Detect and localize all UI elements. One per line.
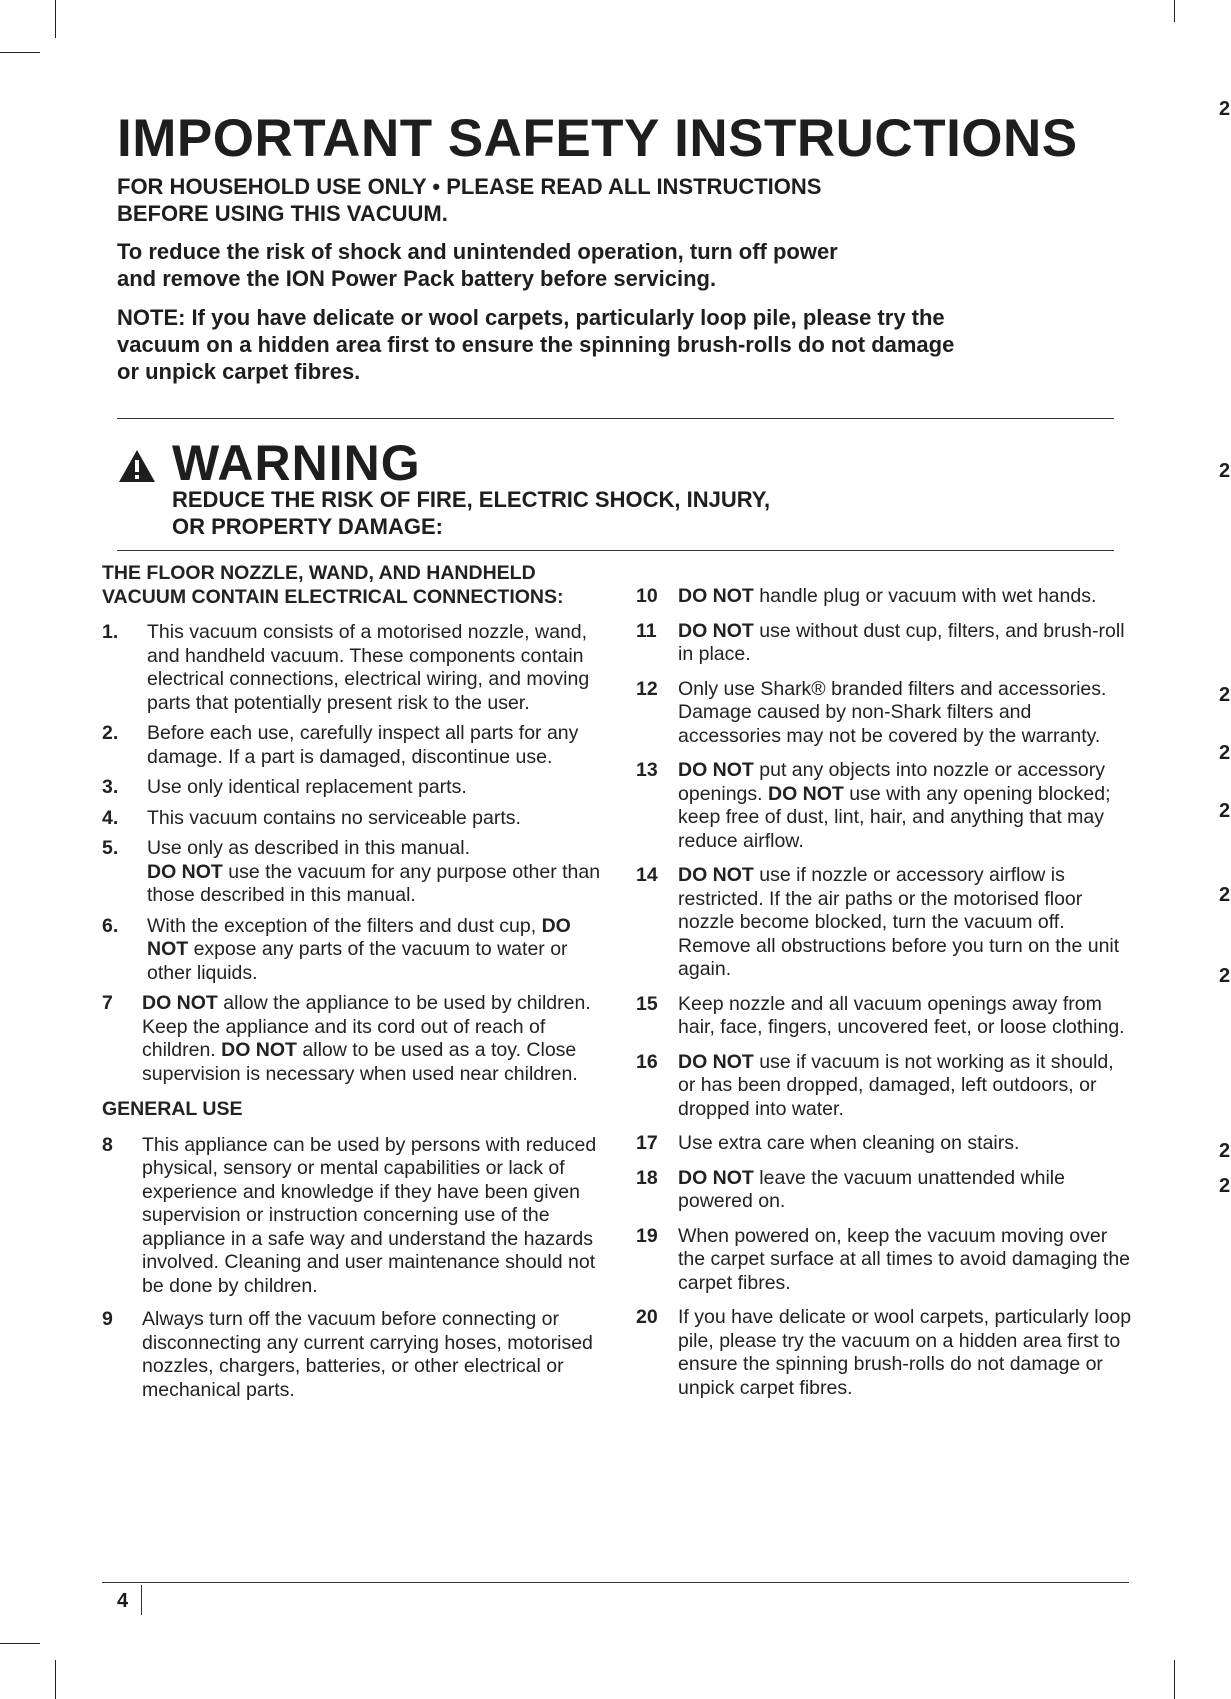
warning-subtitle (172, 486, 872, 540)
left-column (102, 562, 607, 1409)
text-run: use without dust cup, filters, and brush-roll in place. (678, 619, 1125, 665)
list-item (636, 678, 1136, 749)
list-item (636, 993, 1136, 1040)
edge-fragment: 2 (1219, 965, 1231, 987)
item-number: 13 (636, 759, 658, 781)
do-not-label: DO NOT (678, 864, 754, 886)
text-run: use if vacuum is not working as it should, or has been dropped, damaged, left outdoors, or dropped into water. (678, 1050, 1114, 1120)
item-text: When powered on, keep the vacuum moving over the carpet surface at all times to avoid damaging the carpet fibres. (678, 1224, 1131, 1294)
item-text (678, 620, 1136, 667)
general-use-heading: GENERAL USE (102, 1098, 243, 1120)
household-line-2: BEFORE USING THIS VACUUM. (117, 201, 448, 226)
list-item (102, 915, 607, 986)
item-text: Only use Shark® branded filters and accessories. Damage caused by non-Shark filters and accessories may not be covered by the warranty. (678, 677, 1107, 747)
item-number: 1. (102, 621, 119, 643)
text-run: allow to be used as a toy. Close supervision is necessary when used near children. (142, 1039, 578, 1085)
list-item (636, 759, 1136, 853)
item-number: 16 (636, 1050, 658, 1073)
text-run: allow the appliance to be used by children. Keep the appliance and its cord out of reach of children. (142, 992, 591, 1061)
text-run: use if nozzle or accessory airflow is restricted. If the air paths or the motorised floor nozzle become blocked, turn the vacuum off. Remove all obstructions before you turn on the unit again. (678, 864, 1120, 980)
item-number: 11 (636, 619, 657, 642)
text-run: put any objects into nozzle or accessory openings. (678, 759, 1106, 805)
item-number: 4. (102, 806, 119, 829)
page-number-divider (141, 1585, 142, 1615)
item-text: This vacuum consists of a motorised nozzle, wand, and handheld vacuum. These components contain electrical connections, electrical wiring, and moving parts that potentially present risk to the user. (147, 621, 590, 714)
text-run: expose any parts of the vacuum to water or other liquids. (147, 938, 568, 984)
item-number: 3. (102, 776, 119, 798)
item-number: 2. (102, 722, 119, 744)
item-text: This appliance can be used by persons with reduced physical, sensory or mental capabilities or lack of experience and knowledge if they have been given supervision or instruction concerning use of the appliance in a safe way and understand the hazards involved. Cleaning and user maintenance should not be done by children. (142, 1133, 597, 1297)
edge-fragment: 2 (1219, 742, 1231, 764)
crop-mark (55, 0, 56, 38)
shock-line-1: To reduce the risk of shock and unintended operation, turn off power (117, 239, 838, 264)
list-item (636, 1051, 1136, 1122)
shock-line-2: and remove the ION Power Pack battery before servicing. (117, 266, 717, 291)
item-text (678, 864, 1136, 982)
warning-subtitle-line-2: OR PROPERTY DAMAGE: (172, 514, 443, 539)
edge-fragment: 2 (1219, 1140, 1231, 1162)
list-item (636, 620, 1136, 667)
divider (117, 550, 1114, 551)
do-not-label: DO NOT (221, 1039, 297, 1061)
do-not-label: DO NOT (147, 914, 571, 960)
list-item (636, 1306, 1136, 1400)
crop-mark (55, 1660, 56, 1699)
text-run: use with any opening blocked; keep free of dust, lint, hair, and anything that may reduce airflow. (678, 782, 1111, 852)
item-number: 14 (636, 864, 658, 886)
item-text: This vacuum contains no serviceable parts. (147, 806, 521, 829)
do-not-label: DO NOT (678, 1166, 754, 1189)
item-text (678, 585, 1136, 609)
item-text (678, 1167, 1136, 1214)
item-text (678, 1051, 1136, 1122)
warning-subtitle-line-1: REDUCE THE RISK OF FIRE, ELECTRIC SHOCK, INJURY, (172, 487, 771, 512)
item-text (678, 759, 1136, 853)
crop-mark (1174, 1660, 1175, 1699)
text-run: Use only as described in this manual. (147, 837, 470, 859)
list-item (636, 585, 1136, 609)
do-not-label: DO NOT (142, 992, 218, 1014)
edge-fragment: 2 (1219, 684, 1231, 706)
item-number: 20 (636, 1306, 658, 1328)
item-number: 19 (636, 1224, 658, 1247)
item-number: 8 (102, 1133, 113, 1156)
do-not-label: DO NOT (678, 1050, 754, 1073)
crop-mark (1174, 0, 1175, 22)
item-text: If you have delicate or wool carpets, particularly loop pile, please try the vacuum on a hidden area first to ensure the spinning brush-rolls do not damage or unpick carpet fibres. (678, 1306, 1132, 1399)
list-item (636, 1132, 1136, 1156)
list-item (102, 1134, 607, 1299)
page-title: IMPORTANT SAFETY INSTRUCTIONS (117, 109, 1078, 168)
item-text (142, 992, 607, 1086)
item-text: Always turn off the vacuum before connecting or disconnecting any current carrying hoses, motorised nozzles, chargers, batteries, or other electrical or mechanical parts. (142, 1308, 593, 1401)
item-number: 18 (636, 1166, 658, 1189)
divider (117, 418, 1114, 419)
item-number: 10 (636, 585, 658, 607)
text-run: With the exception of the filters and dust cup, (147, 914, 542, 937)
item-number: 7 (102, 992, 113, 1014)
list-item (102, 722, 607, 769)
edge-fragment: 2 (1219, 884, 1231, 906)
text-run: handle plug or vacuum with wet hands. (753, 585, 1097, 607)
edge-fragment: 2 (1219, 800, 1231, 822)
item-number: 6. (102, 914, 119, 937)
warning-title: WARNING (172, 435, 421, 491)
page-number: 4 (117, 1590, 129, 1612)
list-item (102, 837, 607, 908)
item-text (147, 837, 607, 908)
warning-triangle-icon (117, 448, 157, 484)
edge-fragment: 2 (1219, 1175, 1231, 1197)
do-not-label: DO NOT (678, 759, 754, 781)
list-item (636, 1225, 1136, 1296)
item-text: Before each use, carefully inspect all parts for any damage. If a part is damaged, discontinue use. (147, 722, 579, 768)
item-number: 12 (636, 677, 658, 700)
item-number: 5. (102, 837, 119, 859)
list-item (102, 992, 607, 1086)
do-not-label: DO NOT (147, 860, 223, 883)
section-heading: THE FLOOR NOZZLE, WAND, AND HANDHELD VACUUM CONTAIN ELECTRICAL CONNECTIONS: (102, 562, 564, 608)
list-item (102, 621, 607, 715)
list-item (636, 864, 1136, 982)
list-item (636, 1167, 1136, 1214)
do-not-label: DO NOT (678, 585, 754, 607)
list-item (102, 776, 607, 800)
household-line-1: FOR HOUSEHOLD USE ONLY • PLEASE READ ALL INSTRUCTIONS (117, 174, 822, 199)
item-text: Keep nozzle and all vacuum openings away from hair, face, fingers, uncovered feet, or loose clothing. (678, 992, 1125, 1038)
list-item (102, 1308, 607, 1402)
crop-mark (0, 52, 40, 53)
item-number: 17 (636, 1132, 658, 1154)
item-text: Use extra care when cleaning on stairs. (678, 1132, 1020, 1154)
text-run: leave the vacuum unattended while powered on. (678, 1166, 1065, 1212)
crop-mark (0, 1643, 40, 1644)
item-number: 9 (102, 1308, 113, 1330)
note-line-1: NOTE: If you have delicate or wool carpets, particularly loop pile, please try the (117, 305, 945, 330)
do-not-label: DO NOT (678, 619, 754, 642)
item-text (147, 915, 607, 986)
list-item (102, 807, 607, 831)
item-number: 15 (636, 992, 658, 1015)
edge-fragment: 2 (1219, 98, 1231, 120)
text-run: use the vacuum for any purpose other than those described in this manual. (147, 860, 601, 906)
edge-fragment: 2 (1219, 460, 1231, 482)
note-line-3: or unpick carpet fibres. (117, 359, 361, 384)
item-text: Use only identical replacement parts. (147, 776, 467, 798)
do-not-label: DO NOT (768, 782, 844, 805)
footer-rule (102, 1582, 1129, 1583)
right-column (636, 585, 1136, 1411)
note-line-2: vacuum on a hidden area first to ensure the spinning brush-rolls do not damage (117, 332, 955, 357)
